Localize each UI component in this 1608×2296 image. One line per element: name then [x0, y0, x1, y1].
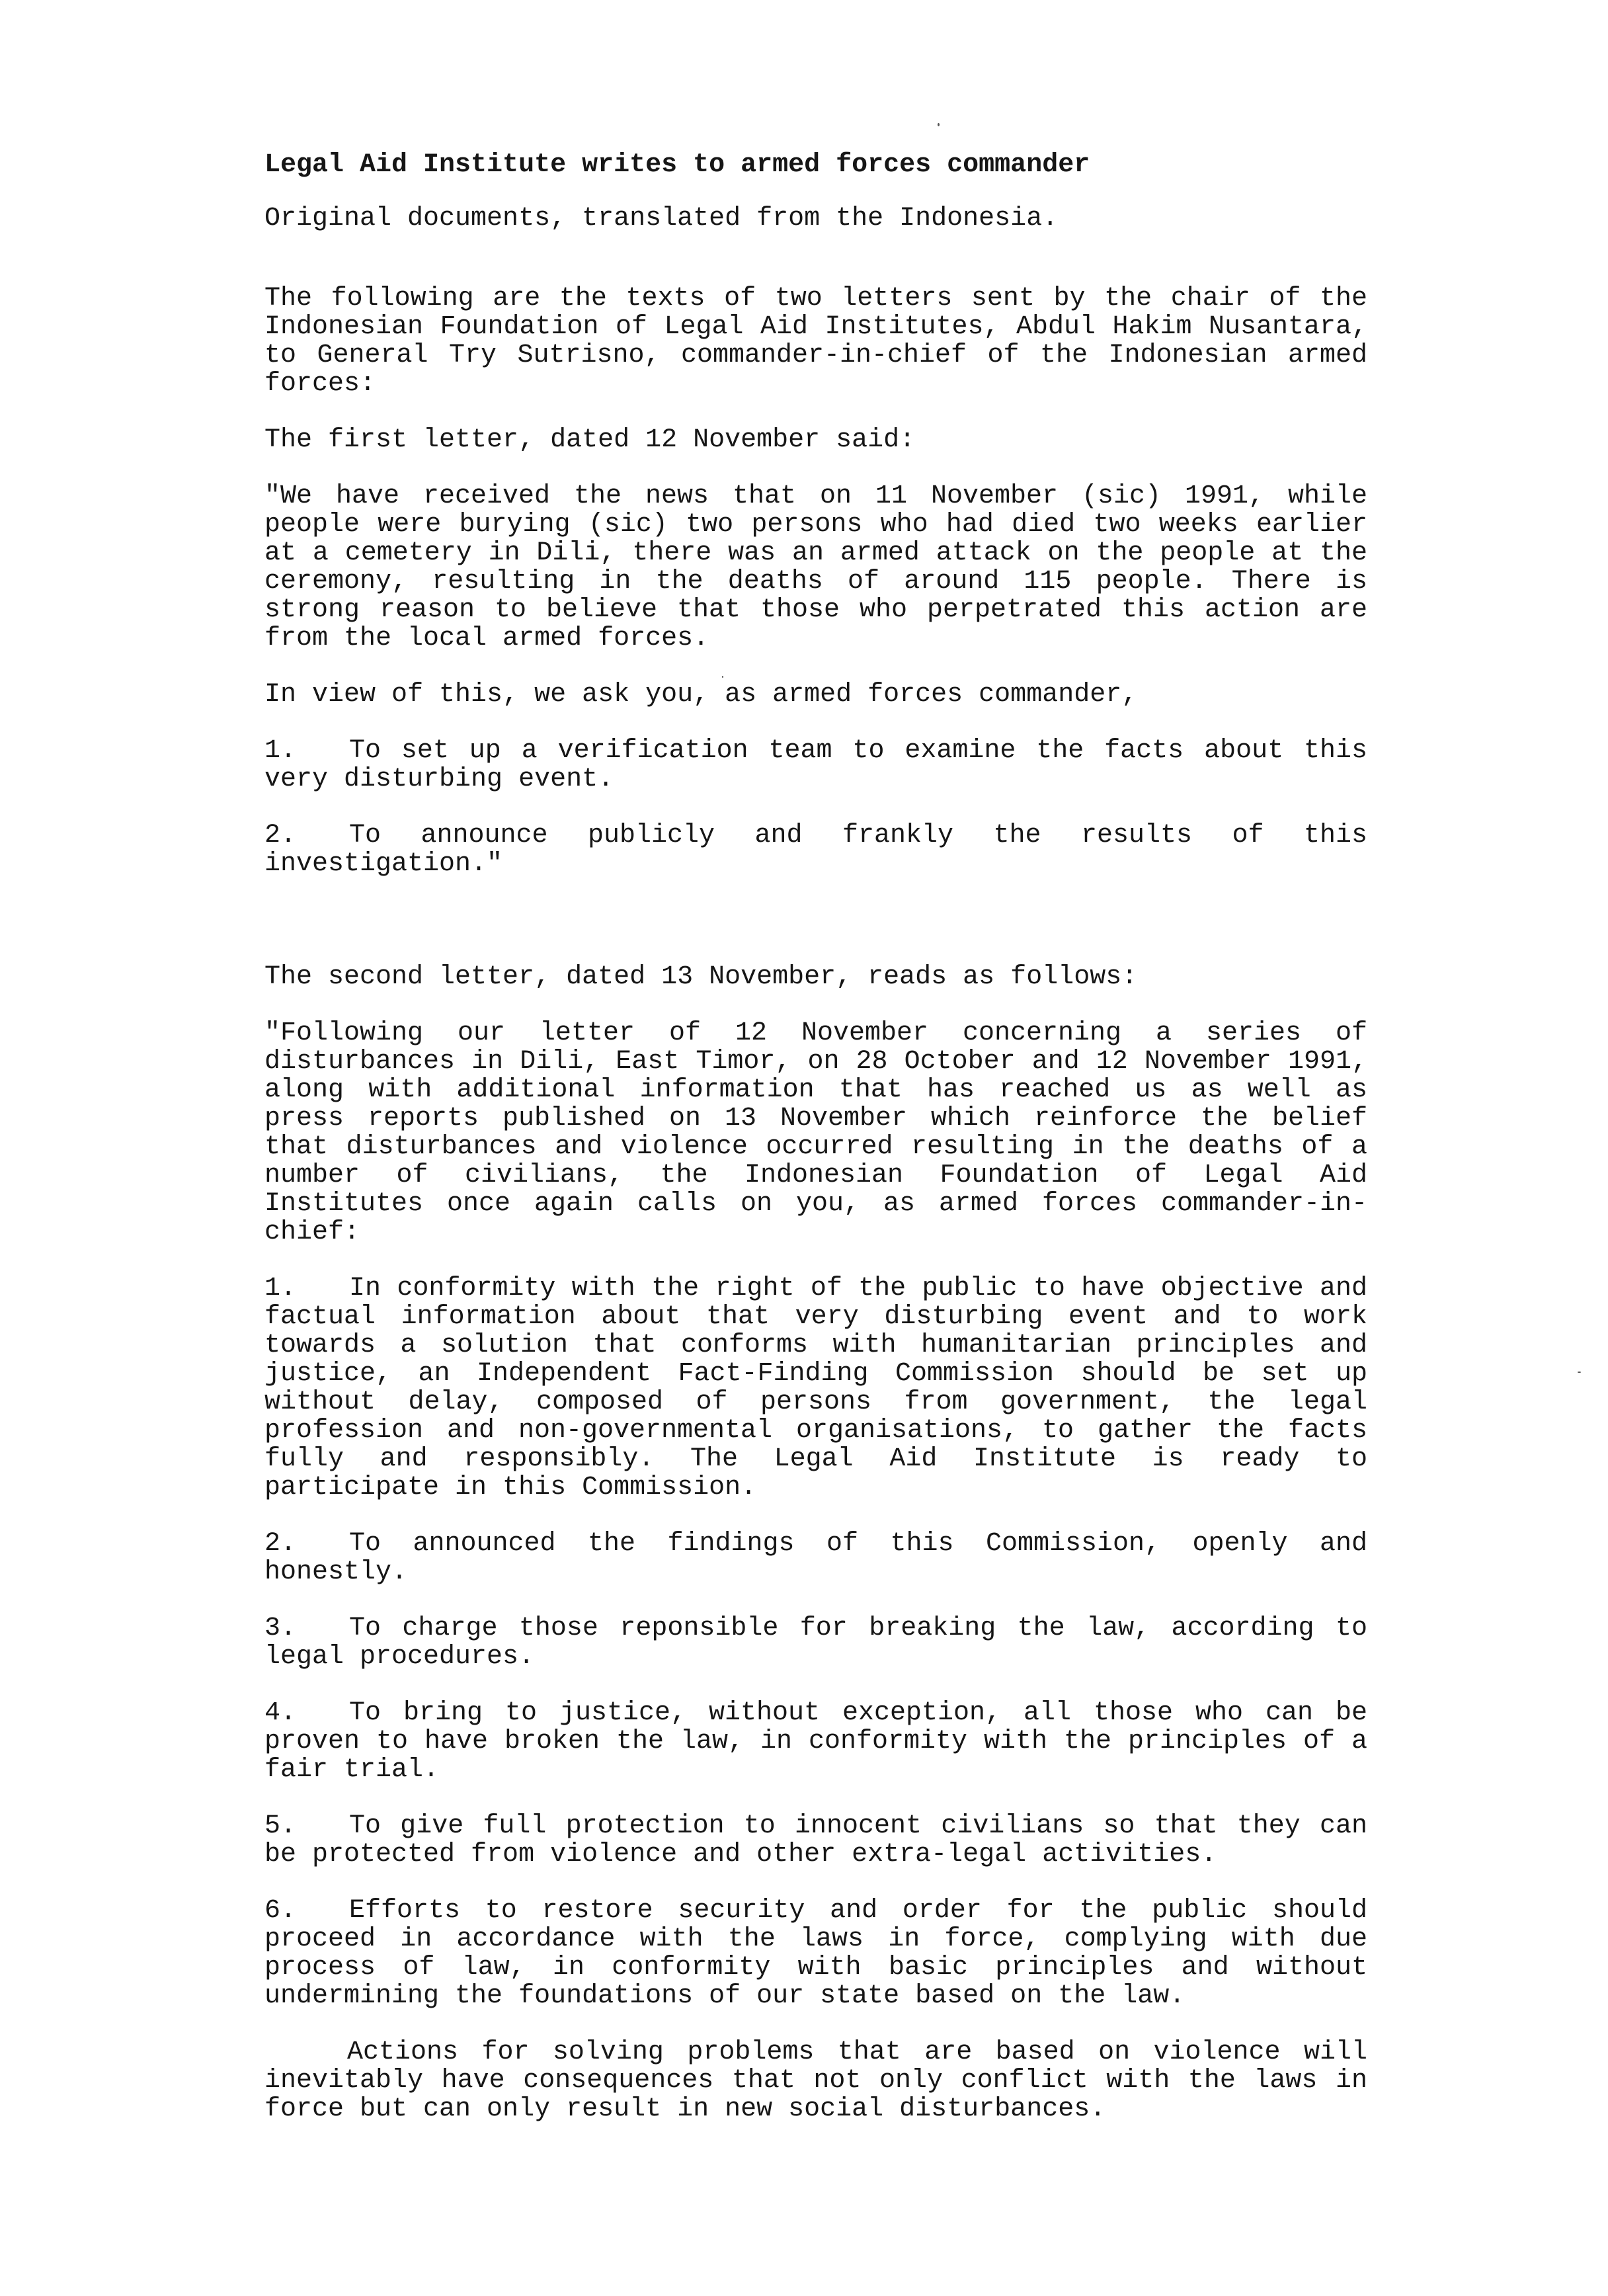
- second-letter-item: [264, 1530, 1367, 1586]
- item-text: In conformity with the right of the public to have objective and factual information about that very disturbing event and to work towards a solution that conforms with humanitarian principles and justice, an Independent Fact-Finding Commission should be set up without delay, composed of persons from government, the legal profession and non-governmental organisations, to gather the facts fully and responsibly. The Legal Aid Institute is ready to participate in this Commission.: [264, 1274, 1367, 1502]
- second-letter-item: [264, 1699, 1367, 1784]
- letter-text: [264, 151, 1367, 2123]
- item-text: To charge those reponsible for breaking the law, according to legal procedures.: [264, 1614, 1367, 1672]
- second-letter-body: "Following our letter of 12 November concerning a series of disturbances in Dili, East Timor, on 28 October and 12 November 1991, along with additional information that has reached us as well as press reports published on 13 November which reinforce the belief that disturbances and violence occurred resulting in the deaths of a number of civilians, the Indonesian Foundation of Legal Aid Institutes once again calls on you, as armed forces commander-in-chief:: [264, 1018, 1367, 1247]
- item-number: 4.: [264, 1698, 297, 1728]
- item-text: To announce publicly and frankly the results of this investigation.": [264, 821, 1367, 879]
- document-title: Legal Aid Institute writes to armed forces commander: [264, 150, 1090, 180]
- item-number: 3.: [264, 1614, 297, 1643]
- first-letter-request: In view of this, we ask you, as armed forces commander,: [264, 680, 1138, 710]
- item-number: 2.: [264, 1529, 297, 1559]
- first-letter-body: "We have received the news that on 11 November (sic) 1991, while people were burying (sic) two persons who had died two weeks earlier at a cemetery in Dili, there was an armed attack on the people at the ceremony, resulting in the deaths of around 115 people. There is strong reason to believe that those who perpetrated this action are from the local armed forces.: [264, 481, 1367, 653]
- item-text: To bring to justice, without exception, all those who can be proven to have broken the law, in conformity with the principles of a fair trial.: [264, 1698, 1367, 1785]
- scan-speck: [938, 123, 940, 126]
- item-number: 5.: [264, 1811, 297, 1841]
- intro-paragraph: The following are the texts of two letters sent by the chair of the Indonesian Foundation of Legal Aid Institutes, Abdul Hakim Nusantara, to General Try Sutrisno, commander-in-chief of the Indonesian armed forces:: [264, 284, 1367, 399]
- first-letter-heading: The first letter, dated 12 November said:: [264, 425, 916, 455]
- scan-speck: [1578, 1372, 1581, 1373]
- item-number: 6.: [264, 1896, 297, 1926]
- first-letter-item: [264, 737, 1367, 794]
- closing-paragraph: Actions for solving problems that are based on violence will inevitably have consequences that not only conflict with the laws in force but can only result in new social disturbances.: [264, 2037, 1367, 2124]
- second-letter-item: [264, 1812, 1367, 1869]
- item-number: 1.: [264, 1274, 297, 1303]
- item-text: To give full protection to innocent civilians so that they can be protected from violence and other extra-legal activities.: [264, 1811, 1367, 1869]
- second-letter-item: [264, 1897, 1367, 2010]
- first-letter-item: [264, 821, 1367, 878]
- document-subtitle: Original documents, translated from the Indonesia.: [264, 204, 1059, 233]
- second-letter-heading: The second letter, dated 13 November, reads as follows:: [264, 962, 1138, 992]
- item-text: To announced the findings of this Commission, openly and honestly.: [264, 1529, 1367, 1587]
- item-number: 1.: [264, 736, 297, 766]
- item-text: To set up a verification team to examine the facts about this very disturbing event.: [264, 736, 1367, 794]
- second-letter-item: [264, 1274, 1367, 1502]
- item-number: 2.: [264, 821, 297, 850]
- second-letter-item: [264, 1614, 1367, 1671]
- item-text: Efforts to restore security and order for the public should proceed in accordance with the laws in force, complying with due process of law, in conformity with basic principles and without undermining the foundations of our state based on the law.: [264, 1896, 1367, 2011]
